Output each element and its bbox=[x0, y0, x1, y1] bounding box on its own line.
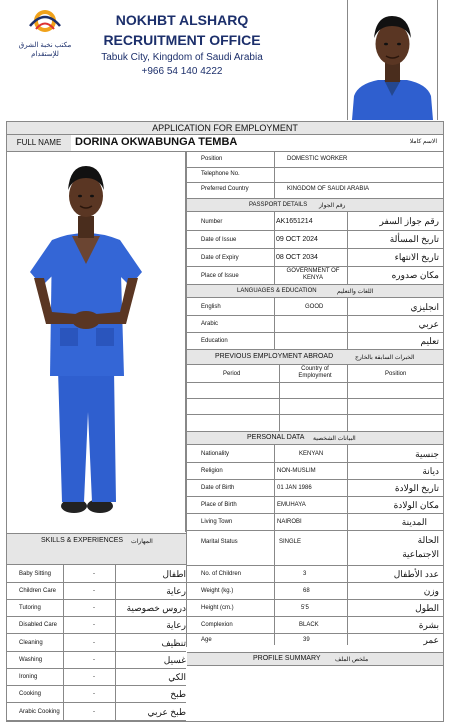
languages-rows bbox=[187, 298, 443, 349]
skills-title-ar: المهارات bbox=[131, 539, 153, 545]
children-value: 3 bbox=[303, 571, 307, 577]
height-ar: الطول bbox=[415, 603, 439, 613]
ironing-label: Ironing bbox=[19, 674, 38, 680]
religion-ar: ديانة bbox=[422, 466, 439, 476]
profile-summary-header bbox=[187, 652, 443, 666]
washing-ar: غسيل bbox=[163, 655, 186, 665]
age-label: Age bbox=[201, 637, 212, 643]
place-of-issue-value: GOVERNMENT OF KENYA bbox=[286, 268, 340, 281]
washing-value: - bbox=[93, 657, 95, 663]
children-care-value: - bbox=[93, 588, 95, 594]
complexion-value: BLACK bbox=[299, 622, 319, 628]
living-town-ar: المدينة bbox=[401, 517, 427, 527]
cleaning-ar: تنظيف bbox=[161, 638, 186, 648]
personal-title: PERSONAL DATA bbox=[247, 434, 305, 441]
full-name-ar: الاسم كاملا bbox=[409, 139, 437, 145]
skills-header bbox=[7, 533, 186, 565]
religion-label: Religion bbox=[201, 468, 223, 474]
full-body-photo bbox=[6, 152, 186, 532]
ironing-value: - bbox=[93, 674, 95, 680]
tutoring-value: - bbox=[93, 605, 95, 611]
tutoring-label: Tutoring bbox=[19, 605, 41, 611]
arabic-cooking-ar: طبخ عربي bbox=[147, 707, 186, 717]
children-label: No. of Children bbox=[201, 571, 242, 577]
english-label: English bbox=[201, 304, 221, 310]
passport-number-label: Number bbox=[201, 219, 223, 225]
arabic-cooking-value: - bbox=[93, 709, 95, 715]
place-of-issue-label: Place of Issue bbox=[201, 273, 239, 279]
position-label: Position bbox=[201, 156, 223, 162]
personal-header bbox=[187, 431, 443, 445]
prev-employment-title: PREVIOUS EMPLOYMENT ABROAD bbox=[215, 353, 334, 360]
cooking-value: - bbox=[93, 691, 95, 697]
age-value: 39 bbox=[303, 637, 310, 643]
full-name-row bbox=[6, 135, 444, 152]
education-ar: تعليم bbox=[420, 336, 439, 346]
logo-emblem-icon bbox=[10, 6, 80, 36]
disabled-care-value: - bbox=[93, 622, 95, 628]
languages-title: LANGUAGES & EDUCATION bbox=[237, 288, 317, 294]
full-name-value: DORINA OKWABUNGA TEMBA bbox=[75, 136, 238, 148]
issue-date-label: Date of Issue bbox=[201, 237, 237, 243]
passport-rows bbox=[187, 212, 443, 284]
country-column-header: Country of Employment bbox=[298, 366, 332, 379]
baby-sitting-label: Baby Sitting bbox=[19, 571, 52, 577]
nationality-value: KENYAN bbox=[299, 451, 324, 457]
baby-sitting-value: - bbox=[93, 571, 95, 577]
expiry-date-label: Date of Expiry bbox=[201, 255, 239, 261]
office-subtitle: RECRUITMENT OFFICE bbox=[103, 32, 261, 48]
personal-rows bbox=[187, 445, 443, 645]
weight-ar: وزن bbox=[423, 586, 439, 596]
form-title: APPLICATION FOR EMPLOYMENT bbox=[152, 123, 298, 133]
position-value: DOMESTIC WORKER bbox=[287, 156, 348, 162]
nationality-label: Nationality bbox=[201, 451, 230, 457]
cooking-label: Cooking bbox=[19, 691, 42, 697]
passport-header bbox=[187, 198, 443, 212]
height-label: Height (cm.) bbox=[201, 605, 234, 611]
languages-header bbox=[187, 284, 443, 298]
arabic-cooking-label: Arabic Cooking bbox=[19, 709, 60, 715]
languages-title-ar: اللغات والتعليم bbox=[337, 289, 374, 295]
cooking-ar: طبخ bbox=[170, 689, 186, 699]
tutoring-ar: دروس خصوصية bbox=[126, 603, 186, 613]
expiry-date-ar: تاريخ الانتهاء bbox=[394, 252, 439, 262]
english-value: GOOD bbox=[305, 304, 324, 310]
preferred-country-label: Preferred Country bbox=[201, 186, 249, 192]
nationality-ar: جنسية bbox=[415, 449, 439, 459]
office-phone: +966 54 140 4222 bbox=[141, 66, 223, 77]
dob-value: 01 JAN 1986 bbox=[277, 485, 312, 491]
issue-date-ar: تاريخ المسألة bbox=[389, 234, 439, 244]
complexion-ar: بشرة bbox=[418, 620, 439, 630]
issue-date-value: 09 OCT 2024 bbox=[276, 236, 318, 243]
logo bbox=[10, 6, 80, 56]
logo-text: مكتب نخبة الشرق للإستقدام bbox=[18, 42, 72, 58]
place-of-issue-ar: مكان صدوره bbox=[391, 270, 439, 280]
children-care-ar: رعاية bbox=[166, 586, 186, 596]
ironing-ar: الكي bbox=[168, 672, 186, 682]
dob-label: Date of Birth bbox=[201, 485, 235, 491]
children-care-label: Children Care bbox=[19, 588, 57, 594]
washing-label: Washing bbox=[19, 657, 43, 663]
form-title-bar bbox=[6, 121, 444, 135]
prev-employment-table bbox=[187, 365, 443, 431]
telephone-label: Telephone No. bbox=[201, 171, 240, 177]
weight-label: Weight (kg.) bbox=[201, 588, 234, 594]
prev-employment-title-ar: الخبرات السابقة بالخارج bbox=[355, 355, 415, 361]
cleaning-label: Cleaning bbox=[19, 640, 43, 646]
marital-status-label: Marital Status bbox=[201, 539, 238, 545]
marital-status-value: SINGLE bbox=[279, 539, 302, 545]
arabic-ar: عربي bbox=[418, 319, 439, 329]
top-rows bbox=[187, 152, 443, 198]
complexion-label: Complexion bbox=[201, 622, 233, 628]
passport-title: PASSPORT DETAILS bbox=[249, 202, 308, 208]
passport-title-ar: رقم الجواز bbox=[319, 203, 346, 209]
skills-rows bbox=[7, 565, 186, 721]
religion-value: NON-MUSLIM bbox=[277, 468, 316, 474]
profile-summary-title: PROFILE SUMMARY bbox=[253, 655, 321, 662]
prev-employment-header bbox=[187, 349, 443, 365]
header bbox=[0, 0, 451, 120]
full-name-label: FULL NAME bbox=[7, 135, 71, 151]
disabled-care-label: Disabled Care bbox=[19, 622, 58, 628]
marital-status-ar: الحالة الاجتماعية bbox=[402, 535, 439, 559]
baby-sitting-ar: اطفال bbox=[162, 569, 186, 579]
cleaning-value: - bbox=[93, 640, 95, 646]
headshot-photo bbox=[348, 4, 437, 120]
passport-number-value: AK1651214 bbox=[276, 218, 313, 225]
dob-ar: تاريخ الولادة bbox=[394, 483, 439, 493]
office-name: NOKHBT ALSHARQ bbox=[115, 12, 249, 28]
passport-number-ar: رقم جواز السفر bbox=[379, 216, 439, 226]
period-column-header: Period bbox=[223, 371, 241, 377]
height-value: 5'5 bbox=[301, 605, 309, 611]
pob-value: EMUHAYA bbox=[277, 502, 306, 508]
office-address: Tabuk City, Kingdom of Saudi Arabia bbox=[101, 52, 263, 63]
disabled-care-ar: رعاية bbox=[166, 620, 186, 630]
living-town-label: Living Town bbox=[201, 519, 233, 525]
weight-value: 68 bbox=[303, 588, 310, 594]
expiry-date-value: 08 OCT 2034 bbox=[276, 254, 318, 261]
children-ar: عدد الأطفال bbox=[393, 569, 439, 579]
position-column-header: Position bbox=[385, 371, 407, 377]
arabic-label: Arabic bbox=[201, 321, 219, 327]
profile-summary-title-ar: ملخص الملف bbox=[335, 657, 369, 663]
pob-label: Place of Birth bbox=[201, 502, 237, 508]
skills-title: SKILLS & EXPERIENCES bbox=[41, 537, 124, 544]
english-ar: انجليزي bbox=[410, 302, 439, 312]
living-town-value: NAIROBI bbox=[277, 519, 302, 525]
pob-ar: مكان الولادة bbox=[393, 500, 439, 510]
age-ar: عمر bbox=[423, 635, 439, 645]
personal-title-ar: البيانات الشخصية bbox=[313, 436, 356, 442]
education-label: Education bbox=[201, 338, 228, 344]
preferred-country-value: KINGDOM OF SAUDI ARABIA bbox=[287, 186, 370, 192]
